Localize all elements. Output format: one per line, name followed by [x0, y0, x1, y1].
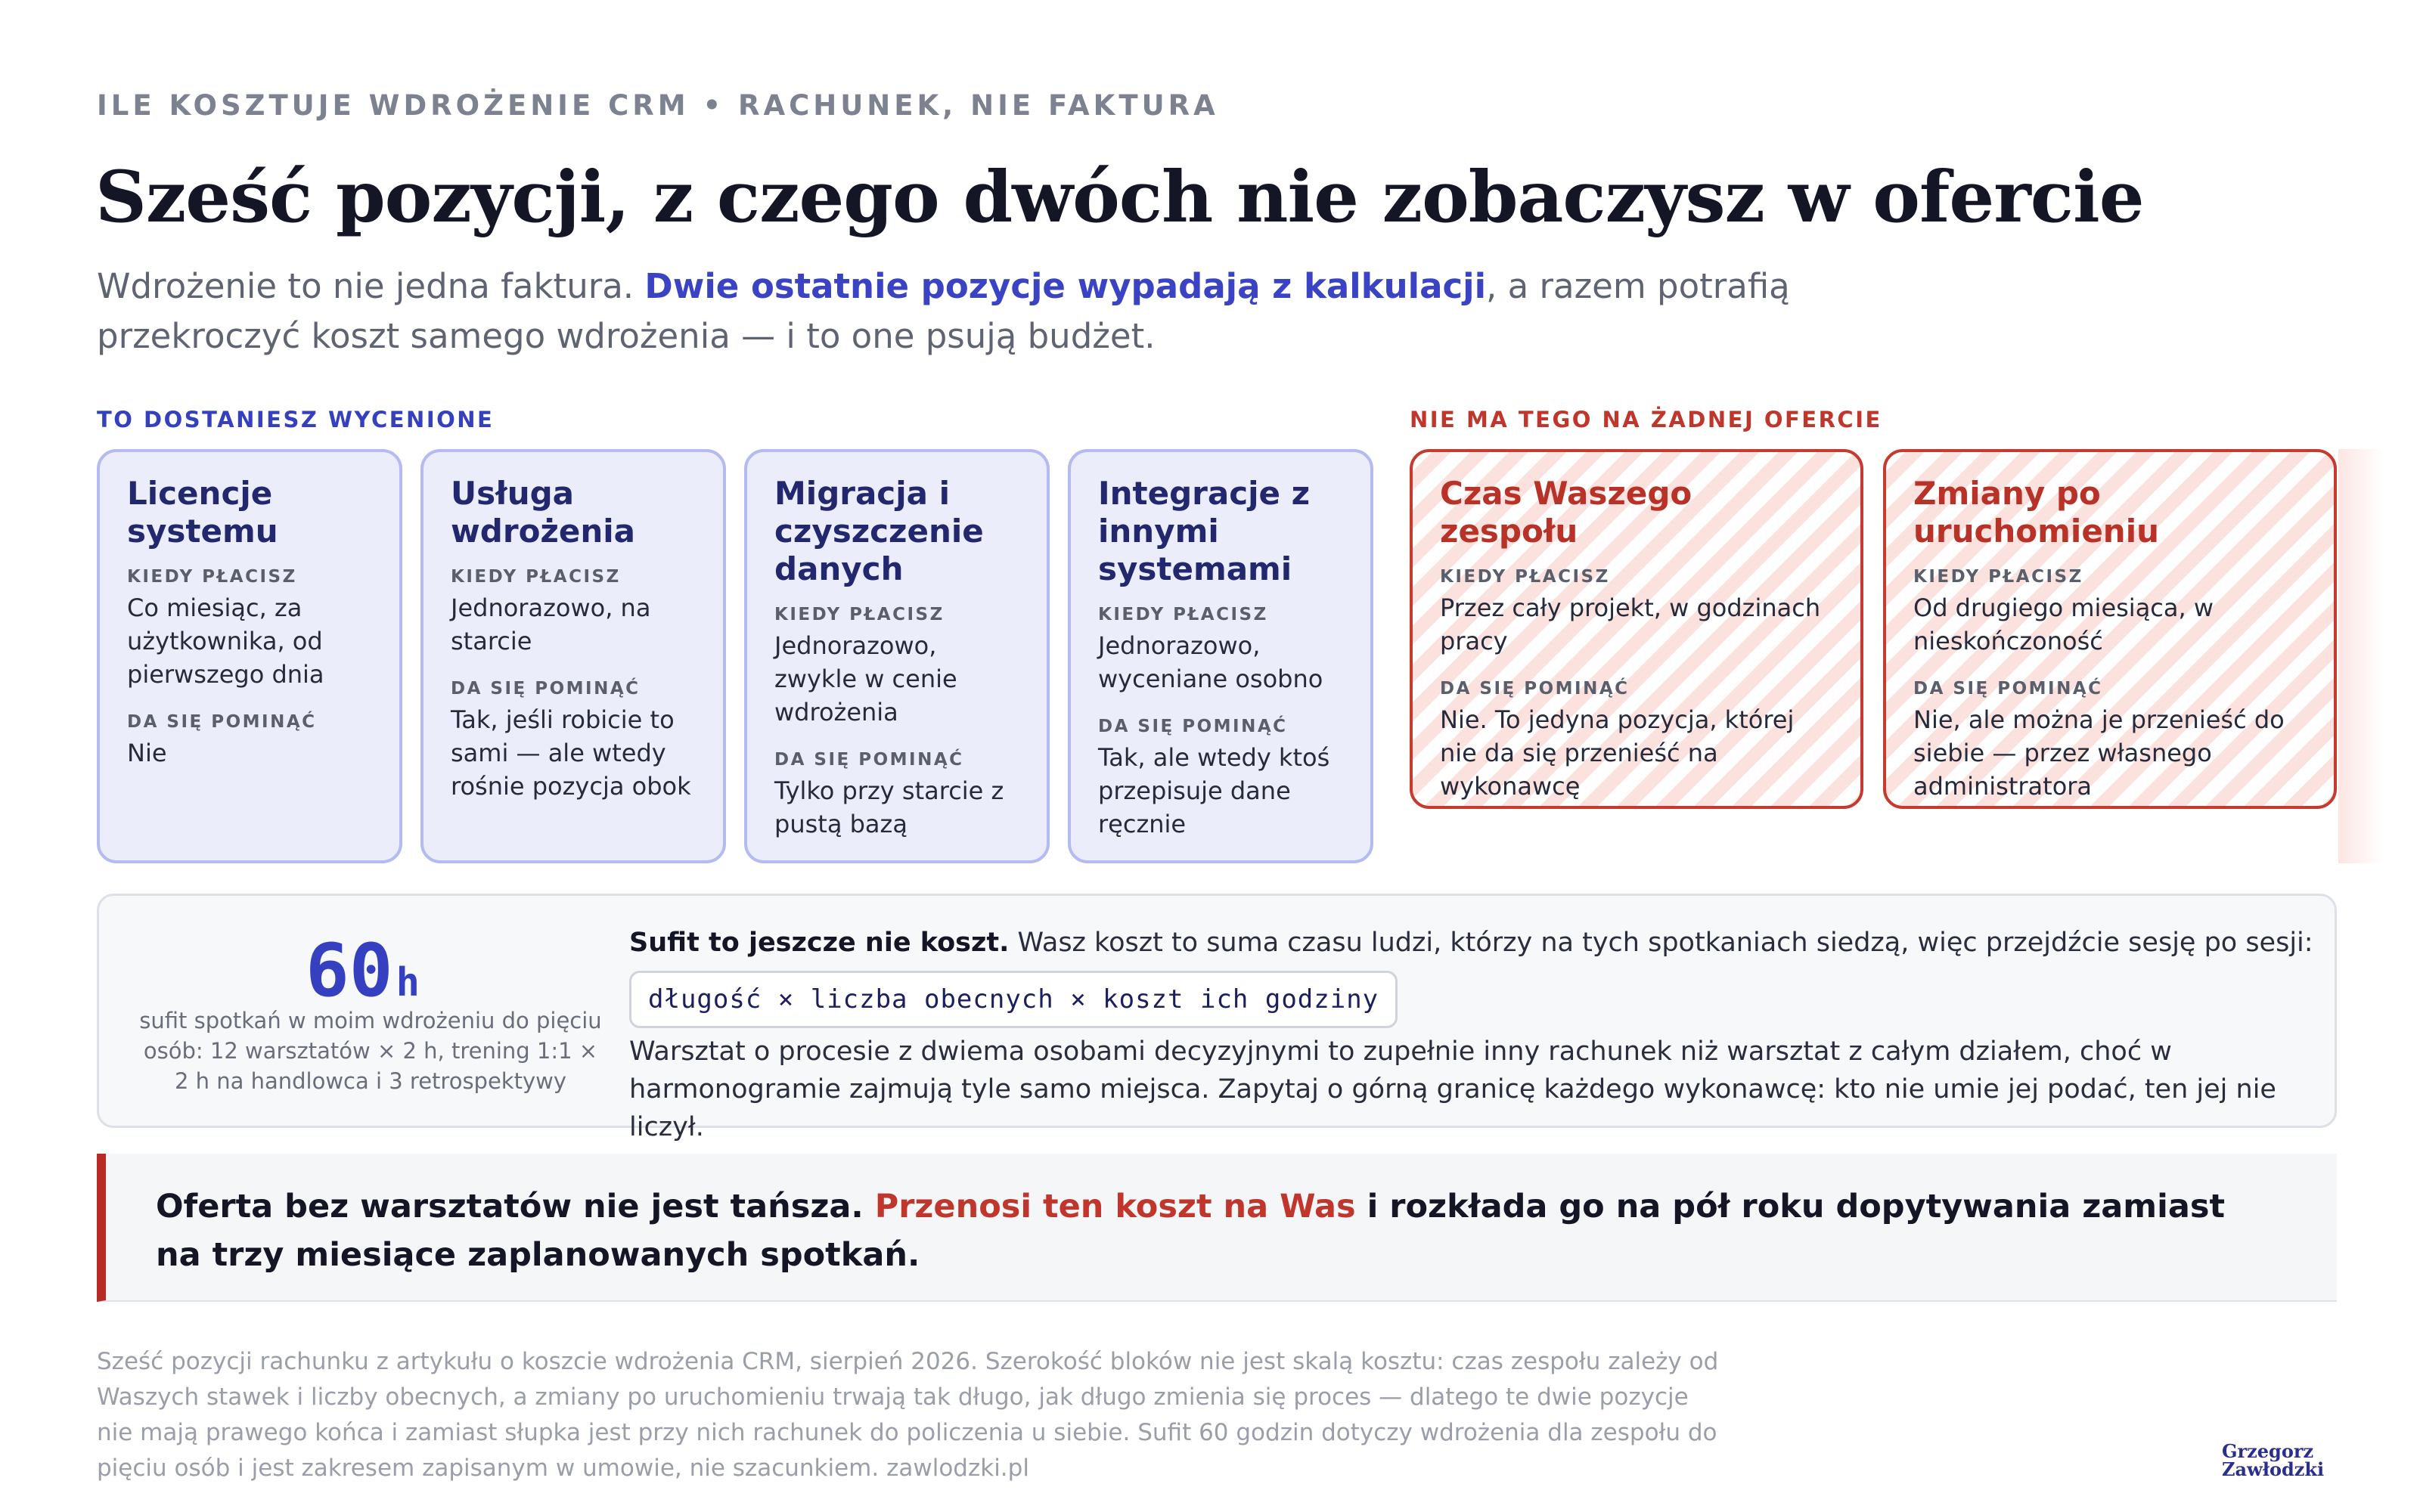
card-label-skip: DA SIĘ POMINĄĆ [1913, 679, 2103, 699]
card-title: Licencje systemu [127, 475, 278, 550]
kicker: ILE KOSZTUJE WDROŻENIE CRM • RACHUNEK, NIE FAKTURA [97, 89, 1219, 122]
lede [97, 262, 1897, 361]
cost-card-migration [744, 449, 1050, 863]
card-label-when: KIEDY PŁACISZ [1098, 605, 1268, 624]
logo-line-2: Zawłodzki [2222, 1458, 2325, 1480]
card-title: Migracja i czyszczenie danych [774, 475, 984, 587]
card-value-skip: Nie. To jedyna pozycja, której nie da się przenieść na wykonawcę [1440, 705, 1795, 801]
cost-card-licenses [97, 449, 402, 863]
card-title: Integracje z innymi systemami [1098, 475, 1311, 587]
cost-card-implementation [420, 449, 726, 863]
lede-text-end: , a razem potrafią przekroczyć koszt samego wdrożenia — i to one psują budżet. [97, 266, 1790, 356]
card-value-when: Jednorazowo, wyceniane osobno [1098, 631, 1323, 693]
card-value-when: Od drugiego miesiąca, w nieskończoność [1913, 593, 2214, 655]
card-value-skip: Tak, ale wtedy ktoś przepisuje dane ręcznie [1098, 743, 1330, 838]
lede-text: Wdrożenie to nie jedna faktura. [97, 266, 645, 306]
card-title: Czas Waszego zespołu [1440, 475, 1692, 550]
card-label-when: KIEDY PŁACISZ [1913, 567, 2083, 587]
card-label-skip: DA SIĘ POMINĄĆ [451, 679, 641, 699]
callout-highlight: Przenosi ten koszt na Was [874, 1188, 1356, 1225]
logo-line-1: Grzegorz [2222, 1440, 2314, 1462]
card-label-when: KIEDY PŁACISZ [774, 605, 945, 624]
cost-card-integrations [1068, 449, 1373, 863]
card-label-skip: DA SIĘ POMINĄĆ [1098, 717, 1288, 736]
page-title: Sześć pozycji, z czego dwóch nie zobaczysz w ofercie [95, 156, 2144, 239]
card-value-skip: Tylko przy starcie z pustą bazą [774, 776, 1004, 838]
callout-part1: Oferta bez warsztatów nie jest tańsza. [156, 1188, 875, 1225]
footnote: Sześć pozycji rachunku z artykułu o koszcie wdrożenia CRM, sierpień 2026. Szerokość bloków nie jest skalą kosztu: czas zespołu zależy od Waszych stawek i liczby obecnych, a zmiany po uruchomieniu trwają tak długo, jak długo zmienia się proces — dlatego te dwie pozycje nie mają prawego końca i zamiast słupka jest przy nich rachunek do policzenia u siebie. Sufit 60 godzin dotyczy wdrożenia dla zespołu do pięciu osób i jest zakresem zapisanym w umowie, nie szacunkiem. zawlodzki.pl [97, 1348, 1719, 1482]
key-takeaway-callout [97, 1154, 2337, 1302]
card-label-skip: DA SIĘ POMINĄĆ [1440, 679, 1630, 699]
card-value-when: Jednorazowo, zwykle w cenie wdrożenia [774, 631, 957, 727]
card-label-when: KIEDY PŁACISZ [1440, 567, 1610, 587]
callout-part2: i rozkłada go na pół roku dopytywania zamiast na trzy miesiące zaplanowanych spotkań. [156, 1188, 2226, 1274]
card-title: Usługa wdrożenia [451, 475, 636, 550]
meeting-cap-description: sufit spotkań w moim wdrożeniu do pięciu osób: 12 warsztatów × 2 h, trening 1:1 × 2 h na handlowca i 3 retrospektywy [139, 1008, 602, 1094]
callout-text [156, 1182, 2273, 1279]
card-value-skip: Nie, ale można je przenieść do siebie — przez własnego administratora [1913, 705, 2285, 801]
card-label-skip: DA SIĘ POMINĄĆ [774, 750, 964, 770]
section-label-priced: TO DOSTANIESZ WYCENIONE [97, 407, 495, 432]
card-value-when: Co miesiąc, za użytkownika, od pierwszego dnia [127, 593, 324, 689]
card-label-when: KIEDY PŁACISZ [451, 567, 621, 587]
author-logo [2222, 1442, 2343, 1479]
lede-highlight: Dwie ostatnie pozycje wypadają z kalkulacji [644, 266, 1486, 306]
cost-card-post-launch-changes [1883, 449, 2337, 809]
card-value-skip: Tak, jeśli robicie to sami — ale wtedy rośnie pozycja obok [451, 705, 691, 801]
card-label-when: KIEDY PŁACISZ [127, 567, 297, 587]
meeting-cap-explanation [629, 924, 2316, 1146]
card-value-skip: Nie [127, 739, 167, 767]
card-value-when: Jednorazowo, na starcie [451, 593, 651, 655]
cost-formula: długość × liczba obecnych × koszt ich godziny [629, 971, 1398, 1028]
section-label-hidden: NIE MA TEGO NA ŻADNEJ OFERCIE [1410, 407, 1882, 432]
cost-card-team-time [1410, 449, 1863, 809]
note-body: Warsztat o procesie z dwiema osobami decyzyjnymi to zupełnie inny rachunek niż warsztat z całym działem, choć w harmonogramie zajmują tyle samo miejsca. Zapytaj o górną granicę każdego wykonawcę: kto nie umie jej podać, ten jej nie liczył. [629, 1036, 2276, 1142]
note-lead-bold: Sufit to jeszcze nie koszt. [629, 928, 1010, 958]
note-lead-rest: Wasz koszt to suma czasu ludzi, którzy na tych spotkaniach siedzą, więc przejdźcie sesję po sesji: [1009, 928, 2313, 958]
card-label-skip: DA SIĘ POMINĄĆ [127, 712, 317, 732]
meeting-cap-number [306, 928, 420, 1013]
card-value-when: Przez cały projekt, w godzinach pracy [1440, 593, 1821, 655]
meeting-cap-value: 60 [306, 928, 393, 1013]
meeting-cap-unit: h [396, 960, 420, 1005]
open-ended-fade [2338, 449, 2384, 863]
card-title: Zmiany po uruchomieniu [1913, 475, 2160, 550]
